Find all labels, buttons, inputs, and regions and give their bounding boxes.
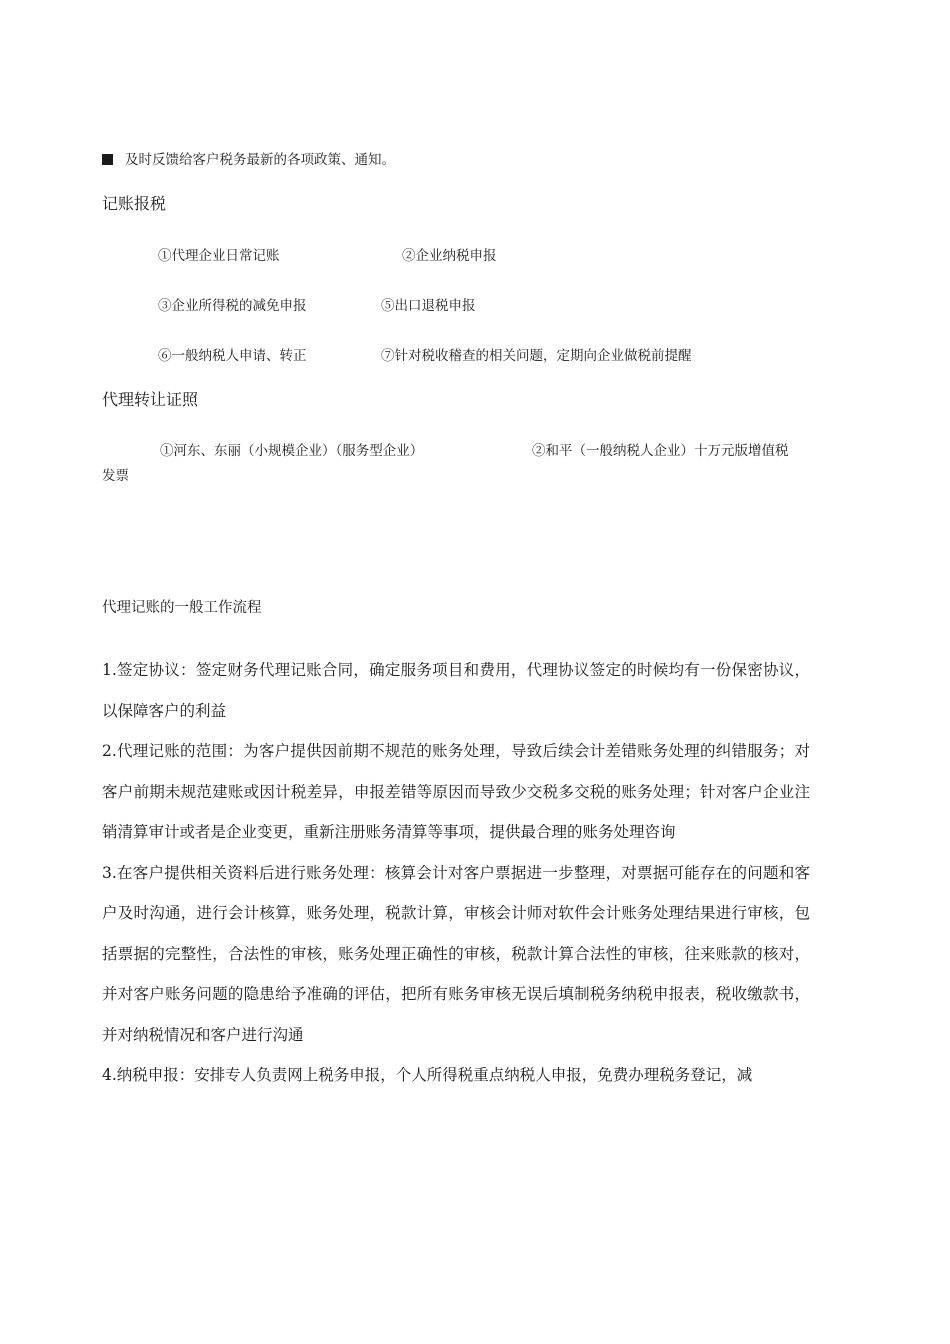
workflow-step-1: 1.签定协议：签定财务代理记账合同，确定服务项目和费用，代理协议签定的时候均有一份保密协议，以保障客户的利益 [102, 661, 810, 720]
license-item-2: ②和平（一般纳税人企业）十万元版增值税 [532, 443, 789, 459]
workflow-step-3: 3.在客户提供相关资料后进行账务处理：核算会计对客户票据进一步整理，对票据可能存在的问题和客户及时沟通，进行会计核算，账务处理，税款计算，审核会计师对软件会计账务处理结果进行审核，包括票据的完整性，合法性的审核，账务处理正确性的审核，税款计算合法性的审核，往来账款的核对，并对客户账务问题的隐患给予准确的评估，把所有账务审核无误后填制税务纳税申报表，税收缴款书，并对纳税情况和客户进行沟通 [102, 863, 810, 1044]
bullet-line [102, 148, 395, 168]
license-item-2-continued: 发票 [102, 468, 129, 484]
service-item-1: ①代理企业日常记账 [158, 248, 280, 264]
section-title-bookkeeping: 记账报税 [102, 194, 167, 213]
workflow-steps [102, 650, 810, 1096]
service-item-7: ⑦针对税收稽查的相关问题，定期向企业做税前提醒 [381, 348, 692, 364]
workflow-step-4: 4.纳税申报：安排专人负责网上税务申报，个人所得税重点纳税人申报，免费办理税务登记，减 [102, 1066, 753, 1084]
bullet-text: 及时反馈给客户税务最新的各项政策、通知。 [125, 152, 395, 168]
service-item-2: ②企业纳税申报 [402, 248, 497, 264]
service-item-6: ⑥一般纳税人申请、转正 [158, 348, 307, 364]
section-title-license-transfer: 代理转让证照 [102, 390, 199, 409]
license-item-1: ①河东、东丽（小规模企业）（服务型企业） [160, 443, 424, 459]
square-bullet-icon [102, 154, 113, 165]
workflow-step-2: 2.代理记账的范围：为客户提供因前期不规范的账务处理，导致后续会计差错账务处理的纠错服务；对客户前期未规范建账或因计税差异，申报差错等原因而导致少交税多交税的账务处理；针对客户企业注销清算审计或者是企业变更，重新注册账务清算等事项，提供最合理的账务处理咨询 [102, 742, 810, 841]
service-item-5: ⑤出口退税申报 [381, 298, 476, 314]
workflow-title: 代理记账的一般工作流程 [102, 600, 262, 616]
service-item-3: ③企业所得税的减免申报 [158, 298, 307, 314]
